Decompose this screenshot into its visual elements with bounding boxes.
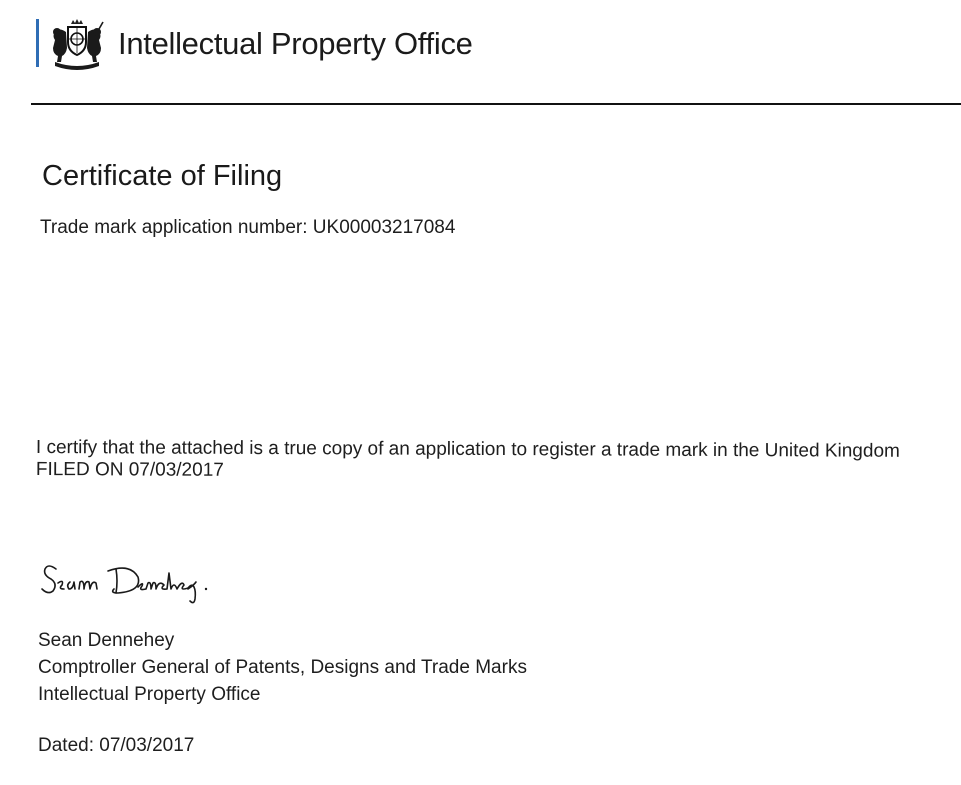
application-number: Trade mark application number: UK00003217084 — [40, 217, 456, 238]
organisation-name: Intellectual Property Office — [118, 26, 473, 61]
signatory-office: Intellectual Property Office — [38, 684, 261, 705]
signatory-name: Sean Dennehey — [38, 630, 175, 651]
handwritten-signature — [38, 555, 258, 610]
signatory-block — [38, 627, 527, 708]
date-line: Dated: 07/03/2017 — [38, 735, 195, 756]
royal-coat-of-arms-icon — [49, 18, 105, 70]
signatory-role: Comptroller General of Patents, Designs and Trade Marks — [38, 657, 527, 678]
document-title: Certificate of Filing — [42, 160, 283, 192]
header-divider — [31, 103, 961, 105]
certification-statement: I certify that the attached is a true copy of an application to register a trade mark in the United Kingdom FILED ON 07/03/2017 — [35, 437, 900, 481]
header — [0, 0, 961, 100]
brand-accent-bar — [36, 19, 39, 67]
